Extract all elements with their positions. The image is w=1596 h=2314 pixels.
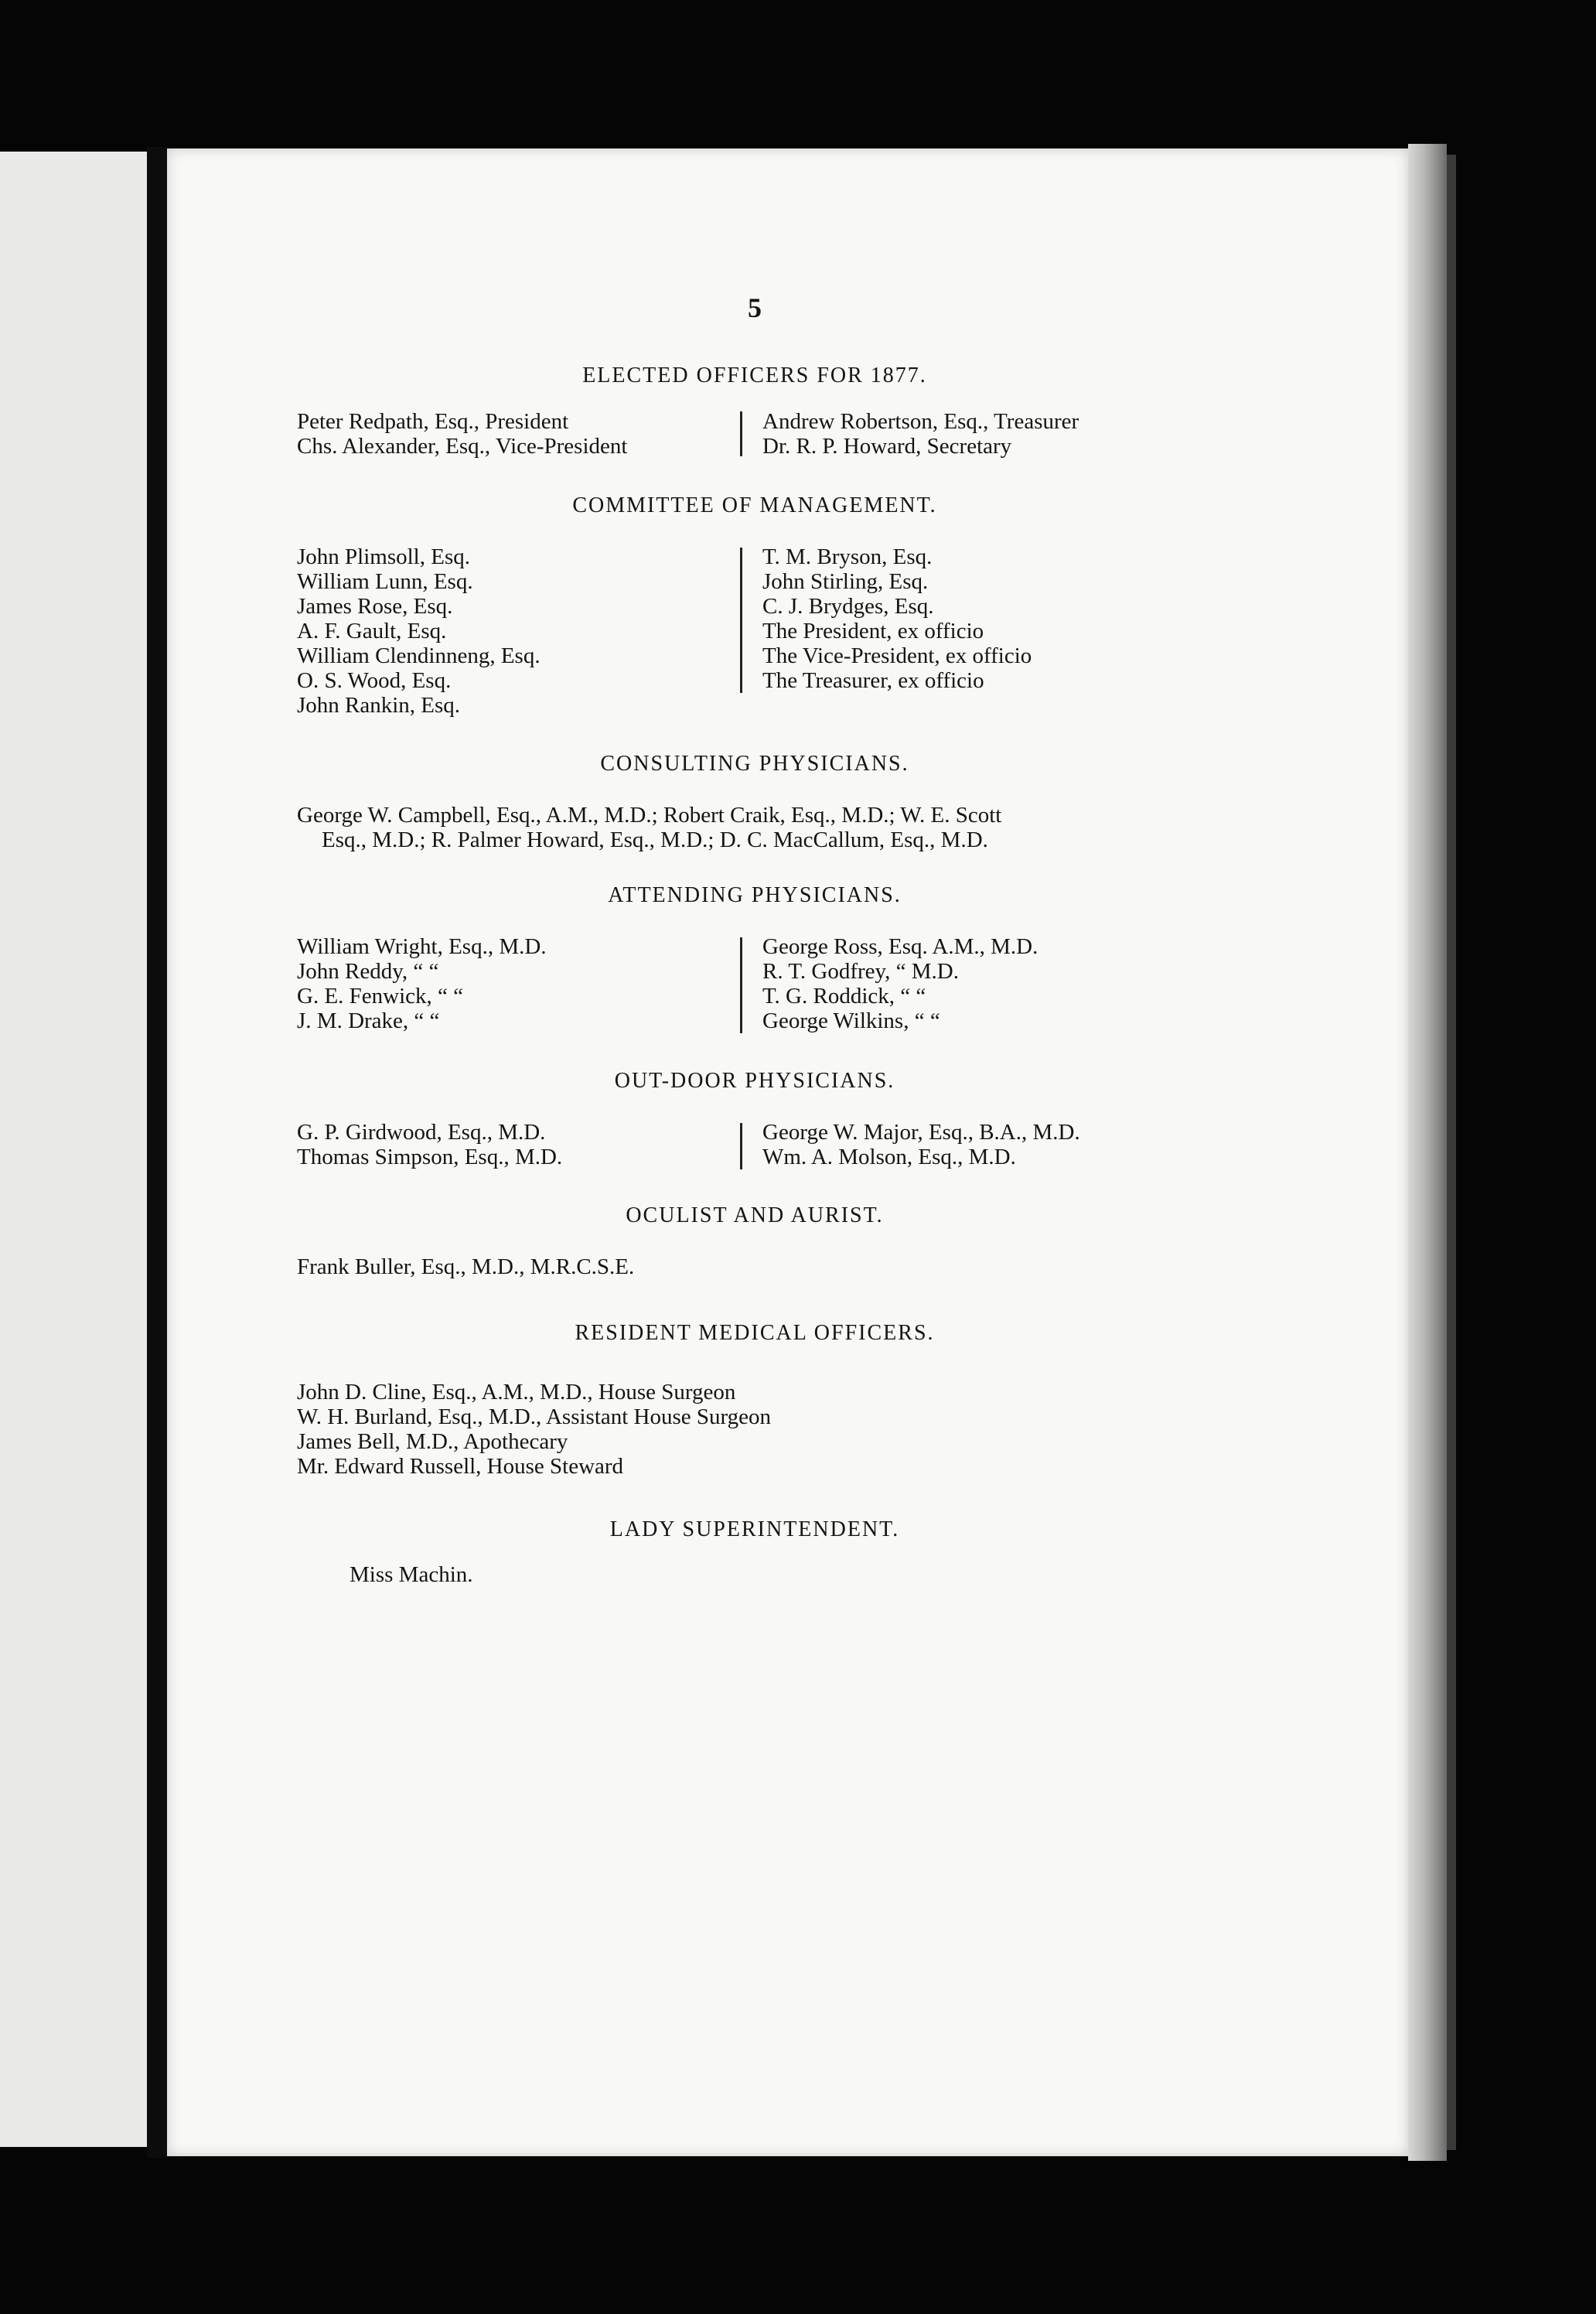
list-item: John D. Cline, Esq., A.M., M.D., House Surgeon [297, 1380, 736, 1404]
list-item: A. F. Gault, Esq. [297, 619, 447, 643]
outdoor-right [762, 1120, 1080, 1169]
list-item: T. G. Roddick, “ “ [762, 984, 926, 1009]
list-item: R. T. Godfrey, “ M.D. [762, 959, 959, 984]
list-item: Peter Redpath, Esq., President [297, 409, 569, 434]
list-item: Andrew Robertson, Esq., Treasurer [762, 409, 1079, 434]
column-divider [740, 548, 742, 693]
list-item: Chs. Alexander, Esq., Vice-President [297, 434, 628, 459]
committee-right [762, 544, 1032, 693]
elected-officers-heading: ELECTED OFFICERS FOR 1877. [582, 363, 927, 387]
list-item: John Rankin, Esq. [297, 693, 461, 718]
resident-officers-heading: RESIDENT MEDICAL OFFICERS. [575, 1321, 935, 1345]
list-item: J. M. Drake, “ “ [297, 1009, 440, 1033]
consulting-physicians-text [297, 803, 1248, 852]
list-item: The Vice-President, ex officio [762, 643, 1032, 668]
lady-superintendent-name: Miss Machin. [350, 1562, 473, 1587]
outdoor-physicians-heading: OUT-DOOR PHYSICIANS. [614, 1069, 895, 1093]
list-item: G. P. Girdwood, Esq., M.D. [297, 1120, 546, 1145]
outdoor-left [297, 1120, 562, 1169]
list-item: O. S. Wood, Esq. [297, 668, 452, 693]
resident-officers-list [297, 1380, 771, 1479]
list-item: William Wright, Esq., M.D. [297, 934, 547, 959]
list-item: The President, ex officio [762, 619, 984, 643]
elected-officers-left [297, 409, 627, 459]
list-item: G. E. Fenwick, “ “ [297, 984, 464, 1009]
list-item: Dr. R. P. Howard, Secretary [762, 434, 1012, 459]
attending-physicians-heading: ATTENDING PHYSICIANS. [608, 883, 902, 907]
list-item: George Ross, Esq. A.M., M.D. [762, 934, 1038, 959]
list-item: John Plimsoll, Esq. [297, 544, 470, 569]
list-item: George W. Major, Esq., B.A., M.D. [762, 1120, 1080, 1145]
book-gutter [147, 147, 167, 2158]
consulting-physicians-heading: CONSULTING PHYSICIANS. [600, 752, 909, 776]
elected-officers-right [762, 409, 1079, 459]
column-divider [740, 411, 742, 456]
text-line: Esq., M.D.; R. Palmer Howard, Esq., M.D.; D. C. MacCallum, Esq., M.D. [322, 828, 988, 852]
oculist-heading: OCULIST AND AURIST. [626, 1203, 884, 1227]
column-divider [740, 1123, 742, 1169]
oculist-name: Frank Buller, Esq., M.D., M.R.C.S.E. [297, 1254, 635, 1279]
page-edge-shadow [1447, 155, 1456, 2150]
list-item: George Wilkins, “ “ [762, 1009, 940, 1033]
list-item: W. H. Burland, Esq., M.D., Assistant House Surgeon [297, 1404, 772, 1429]
page-number: 5 [748, 292, 762, 323]
committee-left [297, 544, 541, 718]
list-item: John Stirling, Esq. [762, 569, 929, 594]
list-item: John Reddy, “ “ [297, 959, 439, 984]
facing-page [0, 152, 147, 2147]
list-item: T. M. Bryson, Esq. [762, 544, 933, 569]
list-item: Mr. Edward Russell, House Steward [297, 1454, 624, 1479]
column-divider [740, 937, 742, 1033]
list-item: William Lunn, Esq. [297, 569, 473, 594]
lady-superintendent-heading: LADY SUPERINTENDENT. [609, 1517, 900, 1541]
text-line: George W. Campbell, Esq., A.M., M.D.; Robert Craik, Esq., M.D.; W. E. Scott [297, 803, 1002, 828]
list-item: C. J. Brydges, Esq. [762, 594, 934, 619]
list-item: James Bell, M.D., Apothecary [297, 1429, 568, 1454]
attending-left [297, 934, 547, 1033]
list-item: William Clendinneng, Esq. [297, 643, 541, 668]
list-item: The Treasurer, ex officio [762, 668, 984, 693]
list-item: James Rose, Esq. [297, 594, 453, 619]
document-page [167, 148, 1408, 2156]
committee-heading: COMMITTEE OF MANAGEMENT. [572, 493, 937, 517]
page-content [167, 148, 1408, 2156]
list-item: Thomas Simpson, Esq., M.D. [297, 1145, 563, 1169]
attending-right [762, 934, 1038, 1033]
page-edge [1408, 144, 1447, 2161]
list-item: Wm. A. Molson, Esq., M.D. [762, 1145, 1016, 1169]
